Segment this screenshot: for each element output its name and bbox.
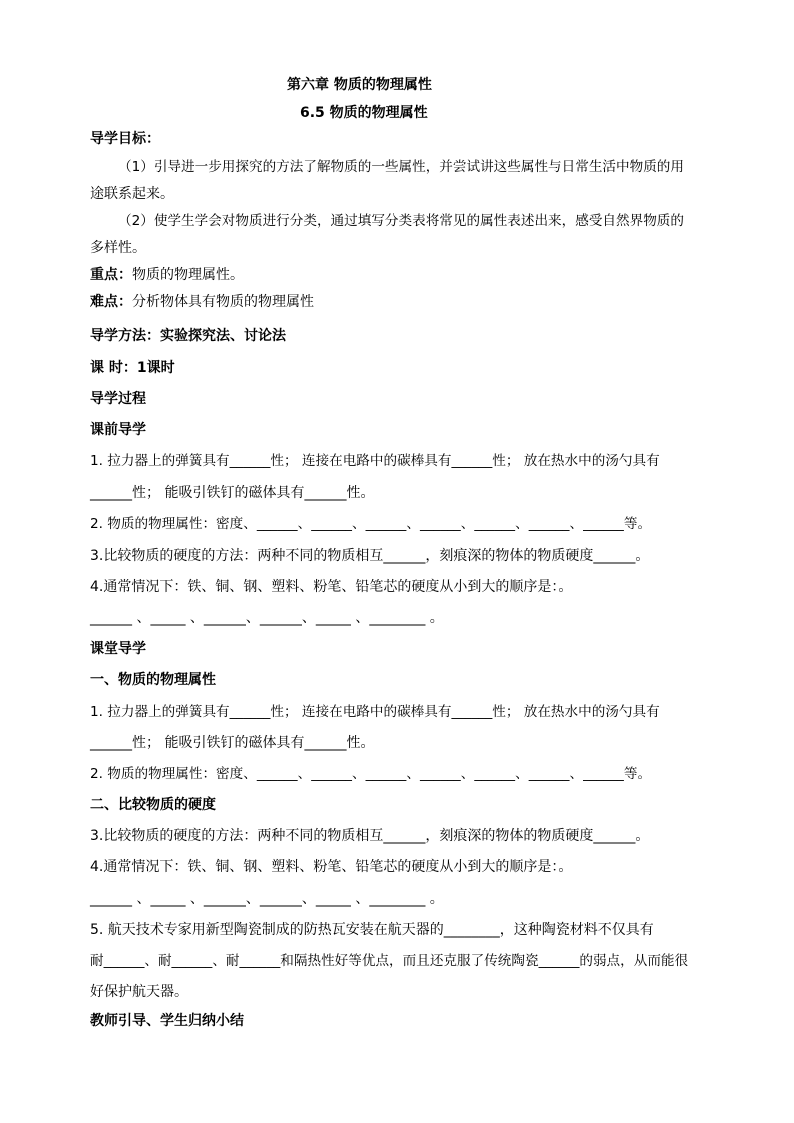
summary-heading: 教师引导、学生归纳小结 xyxy=(90,1013,244,1029)
objective-1-line-1: （1）引导进一步用探究的方法了解物质的一些属性，并尝试讲这些属性与日常生活中物质的用 xyxy=(118,159,684,175)
key-point-label: 重点： xyxy=(90,267,132,283)
inclass-q1-line-1: 1. 拉力器上的弹簧具有______性； 连接在电路中的碳棒具有______性； 放在热水中的汤勺具有 xyxy=(90,704,660,720)
difficulty-text: 分析物体具有物质的物理属性 xyxy=(132,294,314,310)
inclass-q4-line-2: ______ 、_____ 、______、______、_____ 、________ 。 xyxy=(90,891,444,907)
inclass-q5-line-2: 耐______、耐______、耐______和隔热性好等优点，而且还克服了传统陶瓷______的弱点，从而能很 xyxy=(90,953,689,969)
preclass-q3: 3.比较物质的硬度的方法：两种不同的物质相互______，刻痕深的物体的物质硬度______。 xyxy=(90,548,650,564)
method-line: 导学方法：实验探究法、讨论法 xyxy=(90,328,286,344)
inclass-heading: 课堂导学 xyxy=(90,641,146,657)
hours-line: 课 时：1课时 xyxy=(90,360,175,376)
objective-2-line-2: 多样性。 xyxy=(90,240,146,256)
inclass-q5-line-1: 5. 航天技术专家用新型陶瓷制成的防热瓦安装在航天器的________，这种陶瓷材料不仅具有 xyxy=(90,922,654,938)
preclass-q4-line-2: ______ 、_____ 、______、______、_____ 、________ 。 xyxy=(90,610,444,626)
section-two-heading: 二、比较物质的硬度 xyxy=(90,797,216,813)
key-point xyxy=(90,266,244,284)
difficulty xyxy=(90,293,314,311)
preclass-q1-line-2: ______性； 能吸引铁钉的磁体具有______性。 xyxy=(90,485,375,501)
inclass-q4-line-1: 4.通常情况下：铁、铜、钢、塑料、粉笔、铅笔芯的硬度从小到大的顺序是：。 xyxy=(90,859,573,875)
inclass-q2: 2. 物质的物理属性：密度、______、______、______、______、______、______、______等。 xyxy=(90,766,652,782)
chapter-title: 第六章 物质的物理属性 xyxy=(287,77,432,93)
objective-2-line-1: （2）使学生学会对物质进行分类，通过填写分类表将常见的属性表述出来，感受自然界物质的 xyxy=(118,213,684,229)
preclass-q4-line-1: 4.通常情况下：铁、铜、钢、塑料、粉笔、铅笔芯的硬度从小到大的顺序是：。 xyxy=(90,579,573,595)
difficulty-label: 难点： xyxy=(90,294,132,310)
inclass-q1-line-2: ______性； 能吸引铁钉的磁体具有______性。 xyxy=(90,735,375,751)
objective-1-line-2: 途联系起来。 xyxy=(90,186,174,202)
inclass-q5-line-3: 好保护航天器。 xyxy=(90,984,188,1000)
inclass-q3: 3.比较物质的硬度的方法：两种不同的物质相互______，刻痕深的物体的物质硬度______。 xyxy=(90,828,650,844)
objectives-heading: 导学目标： xyxy=(90,131,160,147)
key-point-text: 物质的物理属性。 xyxy=(132,267,244,283)
process-heading: 导学过程 xyxy=(90,391,146,407)
section-title: 6.5 物质的物理属性 xyxy=(300,105,428,121)
preclass-heading: 课前导学 xyxy=(90,422,146,438)
preclass-q2: 2. 物质的物理属性：密度、______、______、______、______、______、______、______等。 xyxy=(90,516,652,532)
section-one-heading: 一、物质的物理属性 xyxy=(90,672,216,688)
preclass-q1-line-1: 1. 拉力器上的弹簧具有______性； 连接在电路中的碳棒具有______性； 放在热水中的汤勺具有 xyxy=(90,453,660,469)
